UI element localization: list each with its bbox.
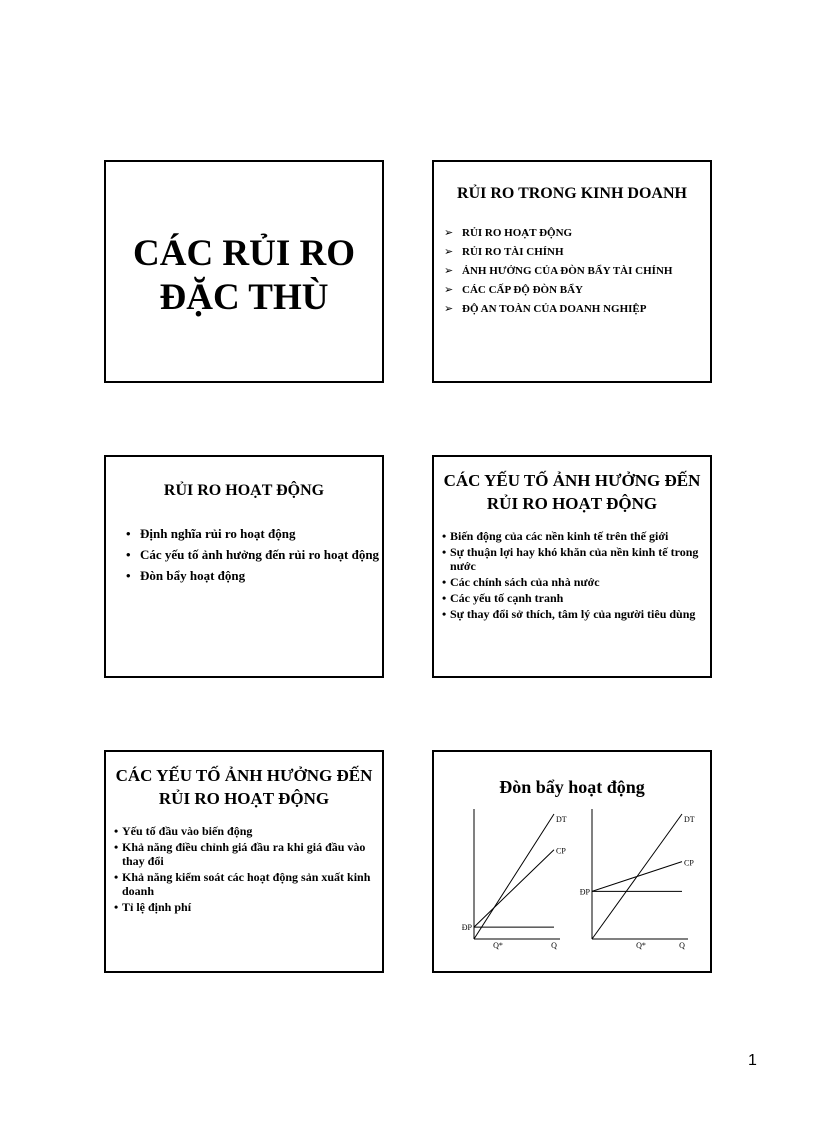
qstar-label: Q* xyxy=(636,941,646,950)
list-item: • Tỉ lệ định phí xyxy=(114,900,192,914)
slide-1-title xyxy=(106,232,382,320)
bullet-dot-icon: • xyxy=(442,607,447,621)
bullet-dot-icon: • xyxy=(114,824,119,838)
list-item: • Yếu tố đầu vào biến động xyxy=(114,824,253,838)
bullet-dot-icon: • xyxy=(442,575,447,589)
bullet-dot-icon: • xyxy=(442,529,447,543)
slide-4-list xyxy=(434,529,710,621)
list-item: • Đòn bẩy hoạt động xyxy=(126,568,246,583)
dp-label: ĐP xyxy=(579,887,590,897)
slide-2 xyxy=(432,160,712,383)
bullet-dot-icon: • xyxy=(126,547,131,562)
arrow-bullet-icon: ➢ xyxy=(444,303,454,315)
cp-label: CP xyxy=(556,846,566,856)
list-item: • Các chính sách của nhà nước xyxy=(442,575,600,589)
bullet-dot-icon: • xyxy=(126,568,131,583)
bullet-dot-icon: • xyxy=(442,591,447,605)
slide-1 xyxy=(104,160,384,383)
list-item: • Các yếu tố ảnh hưởng đến rủi ro hoạt động xyxy=(126,547,380,562)
arrow-bullet-icon: ➢ xyxy=(444,246,454,258)
list-item: • Biến động của các nền kinh tế trên thế giới xyxy=(442,529,669,543)
slide-5 xyxy=(104,750,384,973)
slide-3-title: RỦI RO HOẠT ĐỘNG xyxy=(163,482,325,499)
q-label: Q xyxy=(679,941,685,950)
cp-line xyxy=(474,850,554,927)
slide-4-title: CÁC YẾU TỐ ẢNH HƯỞNG ĐẾN RỦI RO HOẠT ĐỘNG xyxy=(443,471,701,513)
bullet-dot-icon: • xyxy=(126,526,131,541)
slide-2-list xyxy=(434,224,710,319)
list-item: • Các yếu tố cạnh tranh xyxy=(442,591,564,605)
cp-line xyxy=(592,862,682,892)
bullet-dot-icon: • xyxy=(114,840,119,854)
list-item: ➢ ẢNH HƯỞNG CỦA ĐÒN BẨY TÀI CHÍNH xyxy=(444,262,710,281)
list-item: • Khả năng điều chỉnh giá đầu ra khi giá đầu vào thay đổi xyxy=(114,840,366,868)
list-item: ➢ RỦI RO TÀI CHÍNH xyxy=(444,243,710,262)
q-label: Q xyxy=(551,941,557,950)
slide-2-title: RỦI RO TRONG KINH DOANH xyxy=(457,185,687,202)
slide-6 xyxy=(432,750,712,973)
list-item: ➢ RỦI RO HOẠT ĐỘNG xyxy=(444,224,710,243)
dt-line xyxy=(474,814,554,939)
arrow-bullet-icon: ➢ xyxy=(444,284,454,296)
list-item: • Định nghĩa rủi ro hoạt động xyxy=(126,526,296,541)
dt-label: DT xyxy=(556,815,567,824)
list-item: • Sự thay đổi sở thích, tâm lý của người tiêu dùng xyxy=(442,607,696,621)
list-item: • Khả năng kiểm soát các hoạt động sản xuất kinh doanh xyxy=(114,870,371,898)
list-item: ➢ CÁC CẤP ĐỘ ĐÒN BẨY xyxy=(444,281,710,300)
slide-5-title: CÁC YẾU TỐ ẢNH HƯỞNG ĐẾN RỦI RO HOẠT ĐỘNG xyxy=(115,766,373,808)
arrow-bullet-icon: ➢ xyxy=(444,265,454,277)
dp-label: ĐP xyxy=(461,923,472,933)
list-item: • Sự thuận lợi hay khó khăn của nền kinh tế trong nước xyxy=(442,545,699,573)
slide-3 xyxy=(104,455,384,678)
cp-label: CP xyxy=(684,858,694,868)
bullet-dot-icon: • xyxy=(442,545,447,559)
bullet-dot-icon: • xyxy=(114,870,119,884)
slide-4 xyxy=(432,455,712,678)
chart-title: Đòn bẩy hoạt động xyxy=(499,777,645,797)
page-number: 1 xyxy=(748,1052,757,1069)
title-line-1: CÁC RỦI RO xyxy=(133,233,355,274)
dt-label: DT xyxy=(684,815,695,824)
slide-5-list xyxy=(106,824,382,914)
qstar-label: Q* xyxy=(493,941,503,950)
bullet-dot-icon: • xyxy=(114,900,119,914)
slide-3-list xyxy=(106,524,382,585)
leverage-charts xyxy=(434,800,710,960)
list-item: ➢ ĐỘ AN TOÀN CỦA DOANH NGHIỆP xyxy=(444,300,710,319)
arrow-bullet-icon: ➢ xyxy=(444,227,454,239)
title-line-2: ĐẶC THÙ xyxy=(159,277,329,318)
